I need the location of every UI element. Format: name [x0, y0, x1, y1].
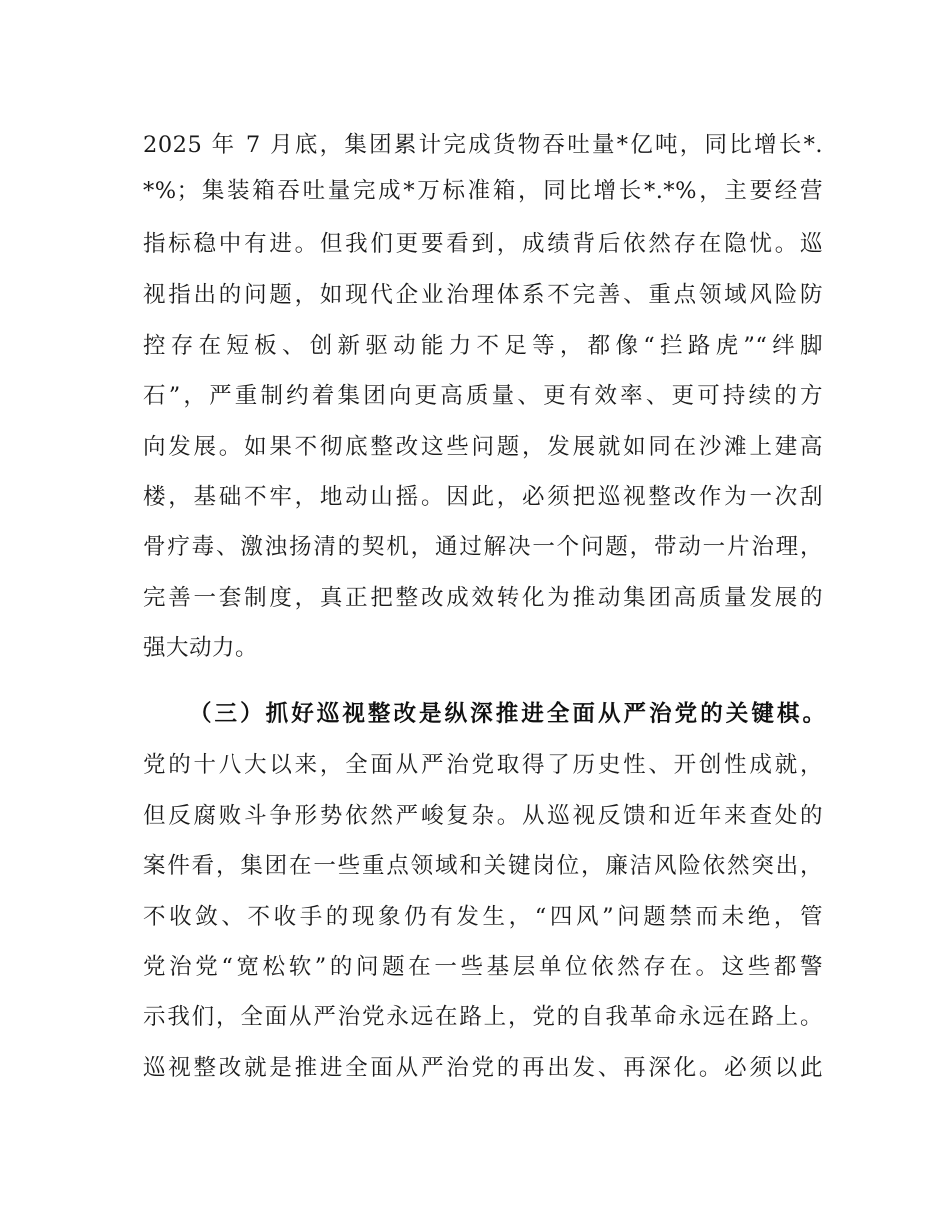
paragraph-line: 巡视整改就是推进全面从严治党的再出发、再深化。必须以此 — [143, 1055, 823, 1081]
section-heading: （三）抓好巡视整改是纵深推进全面从严治党的关键棋。 — [189, 701, 825, 727]
paragraph-line: 骨疗毒、激浊扬清的契机，通过解决一个问题，带动一片治理， — [143, 534, 823, 560]
paragraph-line: 强大动力。 — [143, 635, 259, 661]
paragraph-line: 楼，基础不牢，地动山摇。因此，必须把巡视整改作为一次刮 — [143, 484, 823, 510]
paragraph-line: 党治党“宽松软”的问题在一些基层单位依然存在。这些都警 — [143, 954, 823, 980]
paragraph-line: 指标稳中有进。但我们更要看到，成绩背后依然存在隐忧。巡 — [143, 231, 823, 257]
paragraph-line: 视指出的问题，如现代企业治理体系不完善、重点领域风险防 — [143, 282, 823, 308]
paragraph-line: 石”，严重制约着集团向更高质量、更有效率、更可持续的方 — [143, 383, 823, 409]
paragraph-line: 向发展。如果不彻底整改这些问题，发展就如同在沙滩上建高 — [143, 434, 823, 460]
paragraph-line: 2025 年 7 月底，集团累计完成货物吞吐量*亿吨，同比增长*. — [143, 132, 823, 158]
paragraph-line: 示我们，全面从严治党永远在路上，党的自我革命永远在路上。 — [143, 1004, 823, 1030]
paragraph-line: *%；集装箱吞吐量完成*万标准箱，同比增长*.*%，主要经营 — [143, 178, 823, 204]
paragraph-line: 党的十八大以来，全面从严治党取得了历史性、开创性成就， — [143, 752, 823, 778]
paragraph-line: 控存在短板、创新驱动能力不足等，都像“拦路虎”“绊脚 — [143, 333, 823, 359]
paragraph-line: 完善一套制度，真正把整改成效转化为推动集团高质量发展的 — [143, 585, 823, 611]
paragraph-line: 案件看，集团在一些重点领域和关键岗位，廉洁风险依然突出， — [143, 853, 823, 879]
paragraph-line: 不收敛、不收手的现象仍有发生，“四风”问题禁而未绝，管 — [143, 904, 823, 930]
paragraph-line: 但反腐败斗争形势依然严峻复杂。从巡视反馈和近年来查处的 — [143, 803, 823, 829]
